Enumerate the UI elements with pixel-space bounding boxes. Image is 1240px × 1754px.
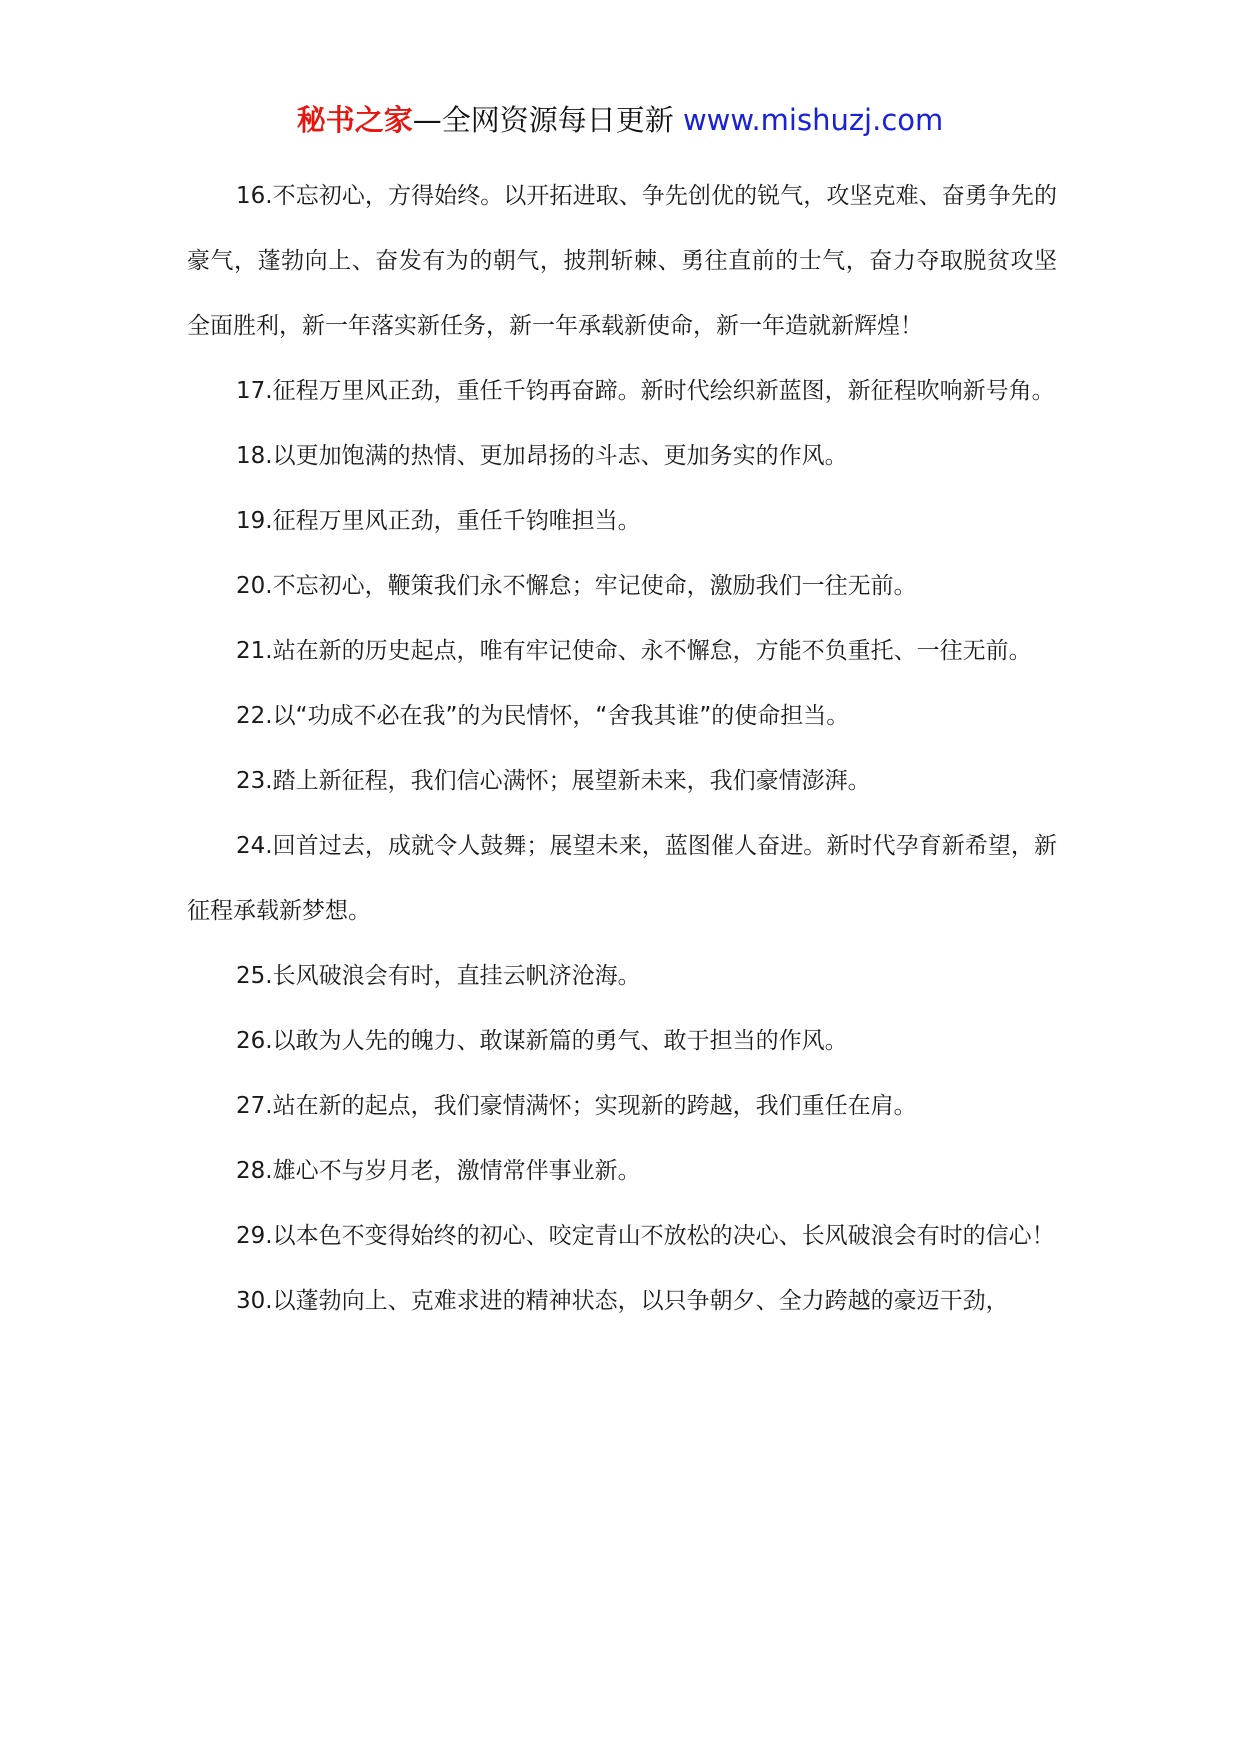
site-url-link[interactable]: www.mishuzj.com xyxy=(682,103,944,137)
brand-name: 秘书之家 xyxy=(296,103,413,137)
paragraph-16: 16.不忘初心，方得始终。以开拓进取、争先创优的锐气，攻坚克难、奋勇争先的豪气，蓬勃向上、奋发有为的朝气，披荆斩棘、勇往直前的士气，奋力夺取脱贫攻坚全面胜利，新一年落实新任务，新一年承载新使命，新一年造就新辉煌！ xyxy=(187,183,1057,339)
paragraph-17: 17.征程万里风正劲，重任千钧再奋蹄。新时代绘织新蓝图，新征程吹响新号角。 xyxy=(236,378,1055,404)
paragraph-30: 30.以蓬勃向上、克难求进的精神状态，以只争朝夕、全力跨越的豪迈干劲， xyxy=(236,1288,1009,1314)
site-header xyxy=(0,100,1240,140)
header-tagline: —全网资源每日更新 xyxy=(412,103,683,137)
paragraph-27: 27.站在新的起点，我们豪情满怀；实现新的跨越，我们重任在肩。 xyxy=(236,1093,917,1119)
paragraph-19: 19.征程万里风正劲，重任千钧唯担当。 xyxy=(236,508,641,534)
document-body xyxy=(187,164,1057,1334)
paragraph-29: 29.以本色不变得始终的初心、咬定青山不放松的决心、长风破浪会有时的信心！ xyxy=(236,1223,1055,1249)
paragraph-22: 22.以“功成不必在我”的为民情怀，“舍我其谁”的使命担当。 xyxy=(236,703,850,729)
paragraph-26: 26.以敢为人先的魄力、敢谋新篇的勇气、敢于担当的作风。 xyxy=(236,1028,848,1054)
paragraph-25: 25.长风破浪会有时，直挂云帆济沧海。 xyxy=(236,963,641,989)
paragraph-21: 21.站在新的历史起点，唯有牢记使命、永不懈怠，方能不负重托、一往无前。 xyxy=(236,638,1032,664)
paragraph-18: 18.以更加饱满的热情、更加昂扬的斗志、更加务实的作风。 xyxy=(236,443,848,469)
paragraph-20: 20.不忘初心，鞭策我们永不懈怠；牢记使命，激励我们一往无前。 xyxy=(236,573,917,599)
paragraph-28: 28.雄心不与岁月老，激情常伴事业新。 xyxy=(236,1158,641,1184)
paragraph-23: 23.踏上新征程，我们信心满怀；展望新未来，我们豪情澎湃。 xyxy=(236,768,871,794)
paragraph-24: 24.回首过去，成就令人鼓舞；展望未来，蓝图催人奋进。新时代孕育新希望，新征程承载新梦想。 xyxy=(187,833,1057,924)
